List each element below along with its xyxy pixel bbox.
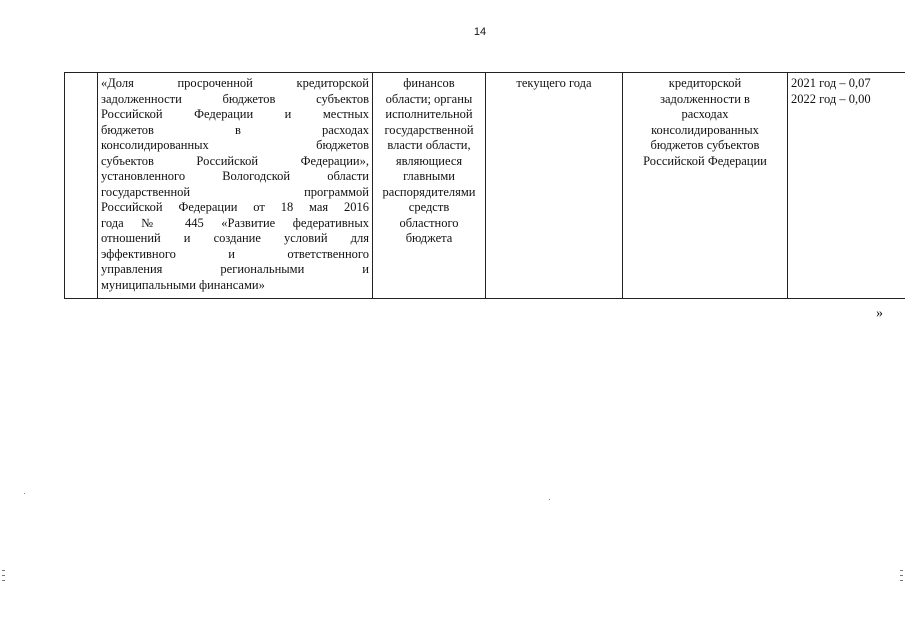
name-line: отношений и создание условий для: [101, 231, 369, 245]
period-cell: [486, 73, 623, 299]
edge-mark: [2, 575, 5, 576]
name-line: консолидированных бюджетов: [101, 138, 369, 152]
name-line: управления региональными и: [101, 262, 369, 276]
indicator-line: задолженности в: [660, 91, 750, 106]
name-line: субъектов Российской Федерации»,: [101, 153, 369, 168]
name-line: Российской Федерации и местных: [101, 107, 369, 121]
name-line: муниципальными финансами»: [101, 277, 265, 292]
indicator-line: расходах: [681, 107, 729, 121]
row-number-cell: [65, 73, 98, 299]
executor-line: государственной: [384, 122, 474, 137]
executor-line: средств: [408, 200, 450, 214]
executor-line: области; органы: [385, 91, 473, 106]
period-text: текущего года: [516, 76, 592, 90]
edge-mark: [900, 575, 903, 576]
name-line: установленного Вологодской области: [101, 169, 369, 183]
executor-line: являющиеся: [395, 153, 463, 168]
name-line: задолженности бюджетов субъектов: [101, 91, 369, 106]
document-table: [64, 72, 905, 299]
name-line: эффективного и ответственного: [101, 246, 369, 261]
values-cell: [788, 73, 905, 299]
edge-mark: [2, 580, 5, 581]
name-line: государственной программой: [101, 184, 369, 199]
closing-quote: »: [876, 306, 883, 321]
executor-line: распорядителями: [382, 184, 476, 199]
indicator-cell: [623, 73, 788, 299]
indicator-line: бюджетов субъектов: [650, 138, 760, 152]
scan-speck: [549, 499, 550, 500]
page-number: 14: [473, 26, 487, 38]
executor-line: власти области,: [387, 138, 471, 152]
executor-line: областного: [399, 215, 459, 230]
executor-line: бюджета: [405, 231, 453, 245]
executor-line: главными: [403, 169, 455, 183]
executor-cell: [373, 73, 486, 299]
indicator-line: кредиторской: [668, 76, 742, 90]
name-line: года № 445 «Развитие федеративных: [101, 215, 369, 230]
name-line: бюджетов в расходах: [101, 122, 369, 137]
name-line: «Доля просроченной кредиторской: [101, 76, 369, 90]
edge-mark: [2, 570, 5, 571]
value-line: 2021 год – 0,07: [791, 76, 871, 90]
indicator-line: консолидированных: [651, 122, 759, 137]
edge-mark: [900, 570, 903, 571]
executor-line: финансов: [403, 76, 455, 90]
executor-line: исполнительной: [385, 107, 473, 121]
value-line: 2022 год – 0,00: [791, 91, 871, 106]
scan-speck: [24, 493, 25, 494]
indicator-name-cell: [98, 73, 373, 299]
edge-mark: [900, 580, 903, 581]
table-row: [65, 73, 905, 299]
indicator-line: Российской Федерации: [643, 153, 767, 168]
name-line: Российской Федерации от 18 мая 2016: [101, 200, 369, 214]
